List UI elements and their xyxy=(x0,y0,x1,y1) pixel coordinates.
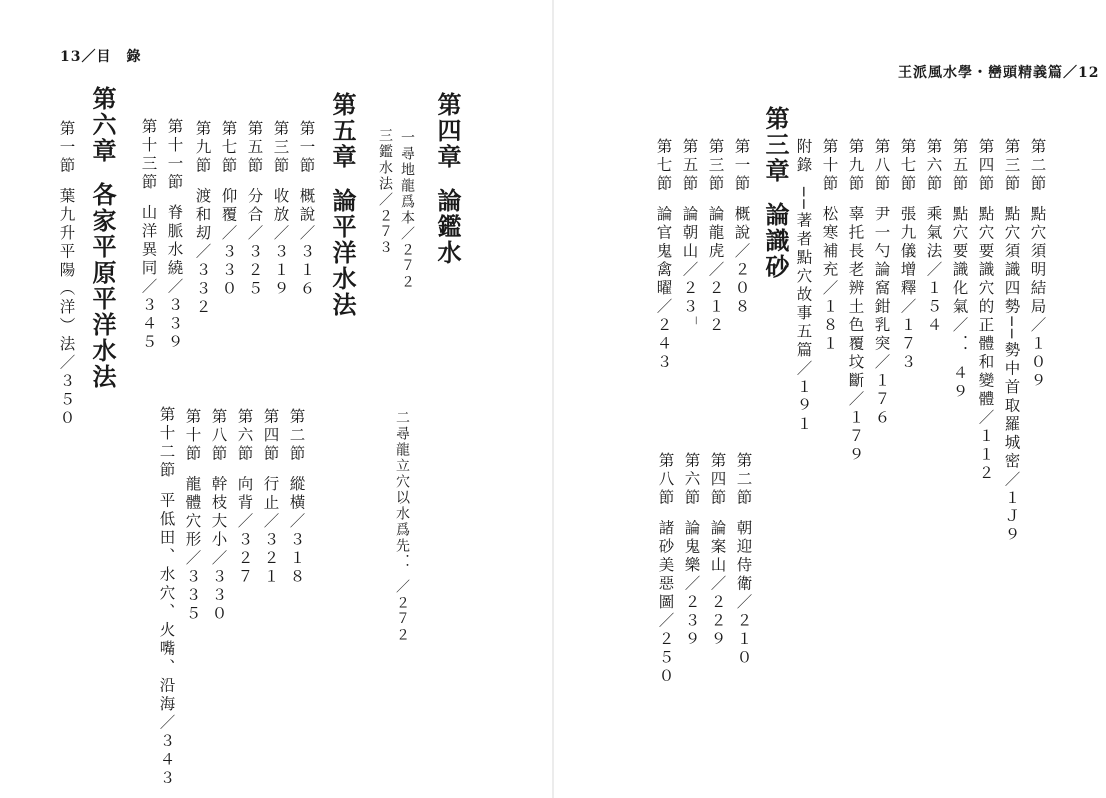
left-running-head: 13／目 錄 xyxy=(60,49,142,65)
section-label: 第四節 xyxy=(261,408,280,464)
toc-entry-ch2-9 xyxy=(847,138,863,465)
section-label: 第一節 xyxy=(57,120,76,176)
right-page xyxy=(553,0,1106,798)
section-label: 第十節 xyxy=(820,138,839,194)
section-label: 第十一節 xyxy=(165,118,184,192)
toc-entry-ch5-6 xyxy=(236,408,252,587)
section-title: 論朝山／２３‾ xyxy=(680,205,699,328)
toc-entry-ch3-1 xyxy=(733,138,749,317)
section-label: 第七節 xyxy=(654,138,673,194)
section-label: 第三節 xyxy=(1002,138,1021,194)
section-label: 第四節 xyxy=(708,452,727,508)
section-label: 第六節 xyxy=(924,138,943,194)
section-label: 第十二節 xyxy=(157,406,176,480)
section-label: 第七節 xyxy=(219,120,238,176)
section-label: 第一節 xyxy=(732,138,751,194)
section-label: 第二節 xyxy=(287,408,306,464)
chapter-3-number: 第三章 xyxy=(761,106,790,184)
toc-entry-ch5-11 xyxy=(166,118,182,352)
toc-entry-ch4-2: 二尋龍立穴以水爲先．．／２７２ xyxy=(394,410,410,643)
appendix-label: 附錄 xyxy=(794,138,813,175)
section-title: 點穴須明結局／１０９ xyxy=(1028,205,1047,391)
section-title: 辜托長老辨土色覆坟斷／１７９ xyxy=(846,205,865,465)
section-title: 尹一勺論窩鉗乳突／１７６ xyxy=(872,205,891,428)
toc-entry-ch2-6 xyxy=(925,138,941,335)
toc-entry-ch5-9 xyxy=(194,120,210,317)
toc-entry-ch3-3 xyxy=(707,138,723,335)
section-title: 葉九升平陽（洋）法／３５０ xyxy=(57,187,76,428)
toc-entry-ch3-8 xyxy=(657,452,673,686)
section-title: 概說／３１６ xyxy=(297,187,316,299)
toc-entry-ch2-4 xyxy=(977,138,993,483)
section-title: 分合／３２５ xyxy=(245,187,264,299)
section-title: 行止／３２１ xyxy=(261,475,280,587)
section-label: 第二節 xyxy=(734,452,753,508)
toc-entry-ch3-2 xyxy=(735,452,751,668)
section-label: 第一節 xyxy=(297,120,316,176)
toc-entry-ch5-2 xyxy=(288,408,304,587)
section-title: 點穴須識四勢──勢中首取羅城密／１Ｊ９ xyxy=(1002,205,1021,545)
section-title: 論官鬼禽曜／２４３ xyxy=(654,205,673,372)
chapter-6-title: 各家平原平洋水法 xyxy=(88,182,117,390)
toc-entry-ch5-5 xyxy=(246,120,262,299)
chapter-4-number: 第四章 xyxy=(433,92,462,170)
toc-entry-ch4-1: 一尋地龍爲本／２７２ xyxy=(399,130,415,290)
section-title: 松寒補充／１８１ xyxy=(820,205,839,354)
section-title: 論案山／２２９ xyxy=(708,519,727,649)
section-label: 第二節 xyxy=(1028,138,1047,194)
section-label: 第三節 xyxy=(706,138,725,194)
section-label: 第十三節 xyxy=(139,118,158,192)
toc-entry-ch2-7 xyxy=(899,138,915,372)
section-title: 向背／３２７ xyxy=(235,475,254,587)
section-label: 第七節 xyxy=(898,138,917,194)
section-label: 第五節 xyxy=(950,138,969,194)
section-label: 第六節 xyxy=(235,408,254,464)
section-label: 第八節 xyxy=(872,138,891,194)
chapter-3-title: 論識砂 xyxy=(761,202,790,280)
section-title: 幹枝大小／３３０ xyxy=(209,475,228,624)
section-label: 第八節 xyxy=(656,452,675,508)
right-running-head: 王派風水學・巒頭精義篇／12 xyxy=(898,65,1100,81)
toc-entry-ch5-7 xyxy=(220,120,236,299)
toc-entry-ch5-4 xyxy=(262,408,278,587)
toc-entry-ch4-3: 三鑑水法／２７３ xyxy=(377,128,393,256)
toc-entry-ch5-3 xyxy=(272,120,288,299)
section-label: 第五節 xyxy=(245,120,264,176)
section-title: 概說／２０８ xyxy=(732,205,751,317)
section-title: 論龍虎／２１２ xyxy=(706,205,725,335)
chapter-6-number: 第六章 xyxy=(88,86,117,164)
section-title: 脊脈水繞／３３９ xyxy=(165,204,184,352)
toc-entry-ch2-8 xyxy=(873,138,889,428)
toc-entry-ch3-7 xyxy=(655,138,671,372)
section-label: 第九節 xyxy=(193,120,212,176)
toc-entry-ch2-5 xyxy=(951,138,967,401)
toc-entry-ch5-1 xyxy=(298,120,314,299)
section-title: 收放／３１９ xyxy=(271,187,290,299)
section-label: 第九節 xyxy=(846,138,865,194)
toc-entry-ch5-10 xyxy=(184,408,200,624)
chapter-5-number: 第五章 xyxy=(328,92,357,170)
toc-entry-ch2-10 xyxy=(821,138,837,354)
chapter-4-heading xyxy=(433,92,462,266)
toc-entry-ch5-8 xyxy=(210,408,226,624)
toc-entry-ch2-3 xyxy=(1003,138,1019,545)
toc-entry-ch6-1 xyxy=(58,120,74,428)
chapter-6-heading xyxy=(88,86,117,390)
section-title: 論鬼樂／２３９ xyxy=(682,519,701,649)
section-title: 諸砂美惡圖／２５０ xyxy=(656,519,675,686)
section-title: 朝迎侍衛／２１０ xyxy=(734,519,753,668)
appendix-title: ──著者點穴故事五篇／１９１ xyxy=(794,187,813,434)
section-label: 第五節 xyxy=(680,138,699,194)
section-label: 第十節 xyxy=(183,408,202,464)
toc-entry-ch2-2 xyxy=(1029,138,1045,391)
section-title: 平低田、水穴、火嘴、沿海／３４３ xyxy=(157,492,176,788)
chapter-5-heading xyxy=(328,92,357,318)
toc-entry-ch3-5 xyxy=(681,138,697,327)
toc-entry-ch3-6 xyxy=(683,452,699,649)
toc-entry-ch5-13 xyxy=(140,118,156,352)
section-label: 第三節 xyxy=(271,120,290,176)
section-title: 點穴要識化氣／．．４９ xyxy=(950,205,969,402)
chapter-4-title: 論鑑水 xyxy=(433,188,462,266)
toc-entry-ch5-12 xyxy=(158,406,174,788)
section-title: 點穴要識穴的正體和變體／１１２ xyxy=(976,205,995,483)
section-title: 縱橫／３１８ xyxy=(287,475,306,587)
section-label: 第六節 xyxy=(682,452,701,508)
section-title: 山洋異同／３４５ xyxy=(139,204,158,352)
section-title: 乘氣法／１５４ xyxy=(924,205,943,335)
section-title: 龍體穴形／３３５ xyxy=(183,475,202,624)
toc-entry-ch3-4 xyxy=(709,452,725,649)
chapter-3-heading xyxy=(761,106,790,280)
section-title: 仰覆／３３０ xyxy=(219,187,238,299)
section-label: 第四節 xyxy=(976,138,995,194)
section-title: 張九儀增釋／１７３ xyxy=(898,205,917,372)
chapter-5-title: 論平洋水法 xyxy=(328,188,357,318)
section-label: 第八節 xyxy=(209,408,228,464)
section-title: 渡和刧／３３２ xyxy=(193,187,212,317)
toc-entry-appendix xyxy=(795,138,811,434)
